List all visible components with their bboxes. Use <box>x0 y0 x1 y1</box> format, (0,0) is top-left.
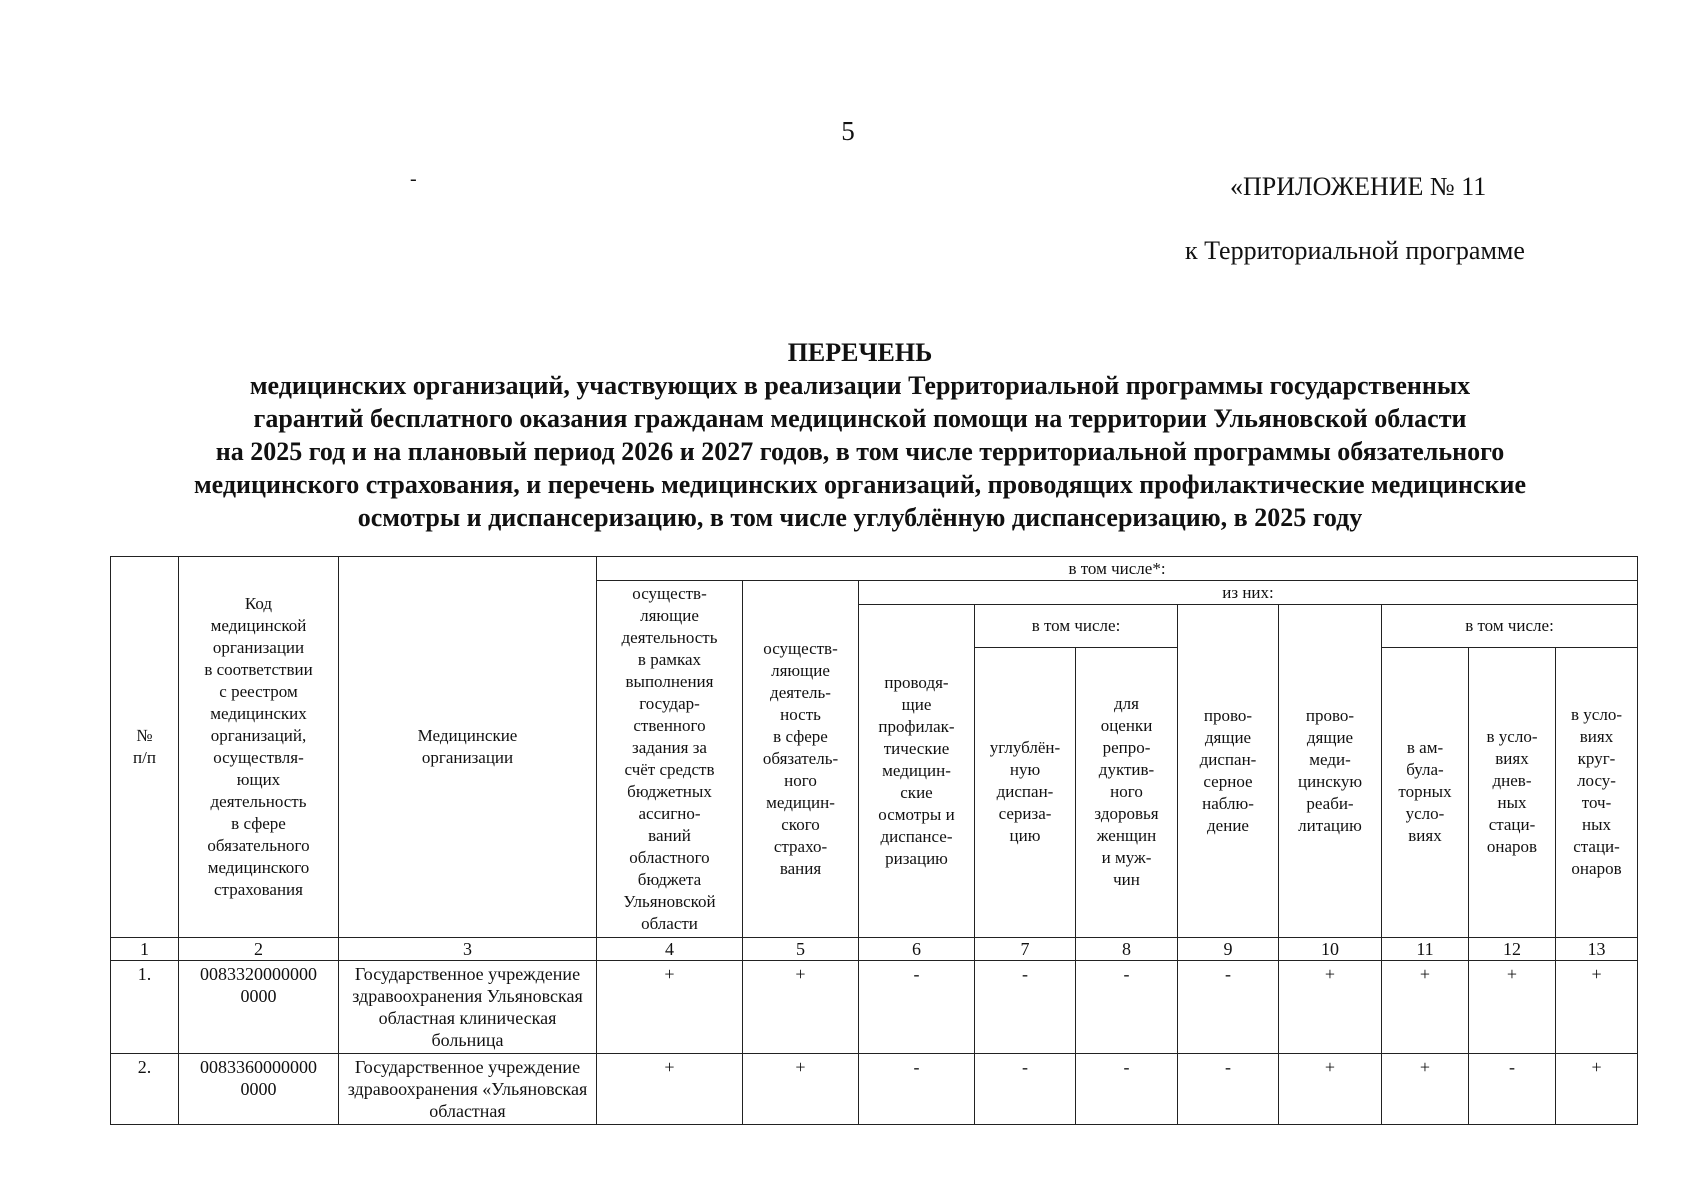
mark-cell: - <box>975 961 1076 1054</box>
organization-code: 0083360000000 0000 <box>179 1054 339 1125</box>
mark-cell: + <box>1469 961 1556 1054</box>
heading-line: медицинского страхования, и перечень медицинских организаций, проводящих профилактические медицинские <box>193 470 1527 499</box>
heading-line: осмотры и диспансеризацию, в том числе углублённую диспансеризацию, в 2025 году <box>357 503 1363 532</box>
column-number: 3 <box>339 938 597 961</box>
header-dispensary: прово- дящие диспан- серное наблю- дение <box>1178 605 1279 938</box>
mark-cell: + <box>743 961 859 1054</box>
header-of-them: из них: <box>859 581 1638 605</box>
organization-name: Государственное учреждение здравоохранения «Ульяновская областная <box>339 1054 597 1125</box>
document-heading <box>110 336 1610 534</box>
mark-cell: + <box>1382 961 1469 1054</box>
mark-cell: + <box>743 1054 859 1125</box>
column-number: 9 <box>1178 938 1279 961</box>
mark-cell: + <box>1279 961 1382 1054</box>
column-number: 10 <box>1279 938 1382 961</box>
mark-cell: - <box>1178 1054 1279 1125</box>
heading-line: гарантий бесплатного оказания гражданам медицинской помощи на территории Ульяновской области <box>253 404 1467 433</box>
row-number: 2. <box>111 1054 179 1125</box>
heading-line: медицинских организаций, участвующих в реализации Территориальной программы государственных <box>249 371 1471 400</box>
table-row <box>111 1054 1638 1125</box>
mark-cell: - <box>975 1054 1076 1125</box>
appendix-subtitle: к Территориальной программе <box>1185 236 1525 265</box>
column-number: 7 <box>975 938 1076 961</box>
header-including-b: в том числе: <box>1382 605 1638 648</box>
column-number: 13 <box>1556 938 1638 961</box>
column-numbers-row <box>111 938 1638 961</box>
column-number: 1 <box>111 938 179 961</box>
header-rehabilitation: прово- дящие меди- цинскую реаби- литацию <box>1279 605 1382 938</box>
mark-cell: + <box>1382 1054 1469 1125</box>
stray-mark: - <box>410 168 417 190</box>
header-reproductive-health: для оценки репро- дуктив- ного здоровья женщин и муж- чин <box>1076 647 1178 938</box>
mark-cell: - <box>1469 1054 1556 1125</box>
organization-code: 0083320000000 0000 <box>179 961 339 1054</box>
mark-cell: + <box>597 1054 743 1125</box>
page-number: 5 <box>841 116 855 146</box>
heading-line: на 2025 год и на плановый период 2026 и 2027 годов, в том числе территориальной программы обязательного <box>215 437 1505 466</box>
mark-cell: + <box>1556 961 1638 1054</box>
mark-cell: - <box>859 961 975 1054</box>
header-including-a: в том числе: <box>975 605 1178 648</box>
header-organizations: Медицинские организации <box>339 557 597 938</box>
mark-cell: - <box>1076 1054 1178 1125</box>
organizations-table <box>110 556 1638 1125</box>
column-number: 6 <box>859 938 975 961</box>
organization-name: Государственное учреждение здравоохранения Ульяновская областная клиническая больница <box>339 961 597 1054</box>
header-prophylactic: проводя- щие профилак- тические медицин- ские осмотры и диспансе- ризацию <box>859 605 975 938</box>
organizations-table-container <box>110 556 1637 1125</box>
mark-cell: + <box>1279 1054 1382 1125</box>
appendix-title: «ПРИЛОЖЕНИЕ № 11 <box>1230 172 1487 201</box>
column-number: 2 <box>179 938 339 961</box>
mark-cell: - <box>1178 961 1279 1054</box>
header-including: в том числе*: <box>597 557 1638 581</box>
column-number: 12 <box>1469 938 1556 961</box>
header-deep-dispensarization: углублён- ную диспан- сериза- цию <box>975 647 1076 938</box>
mark-cell: + <box>597 961 743 1054</box>
header-code: Код медицинской организации в соответствии с реестром медицинских организаций, осуществля- ющих деятельность в сфере обязательного медицинского страхования <box>179 557 339 938</box>
column-number: 4 <box>597 938 743 961</box>
table-row <box>111 961 1638 1054</box>
header-budget: осуществ- ляющие деятельность в рамках выполнения государ- ственного задания за счёт средств бюджетных ассигно- ваний областного бюджета Ульяновской области <box>597 581 743 938</box>
header-outpatient: в ам- була- торных усло- виях <box>1382 647 1469 938</box>
header-oms: осуществ- ляющие деятель- ность в сфере обязатель- ного медицин- ского страхо- вания <box>743 581 859 938</box>
mark-cell: + <box>1556 1054 1638 1125</box>
heading-title: ПЕРЕЧЕНЬ <box>787 338 933 367</box>
header-num: № п/п <box>111 557 179 938</box>
mark-cell: - <box>859 1054 975 1125</box>
row-number: 1. <box>111 961 179 1054</box>
mark-cell: - <box>1076 961 1178 1054</box>
column-number: 5 <box>743 938 859 961</box>
header-round-clock-hospital: в усло- виях круг- лосу- точ- ных стаци- онаров <box>1556 647 1638 938</box>
column-number: 11 <box>1382 938 1469 961</box>
header-day-hospital: в усло- виях днев- ных стаци- онаров <box>1469 647 1556 938</box>
column-number: 8 <box>1076 938 1178 961</box>
